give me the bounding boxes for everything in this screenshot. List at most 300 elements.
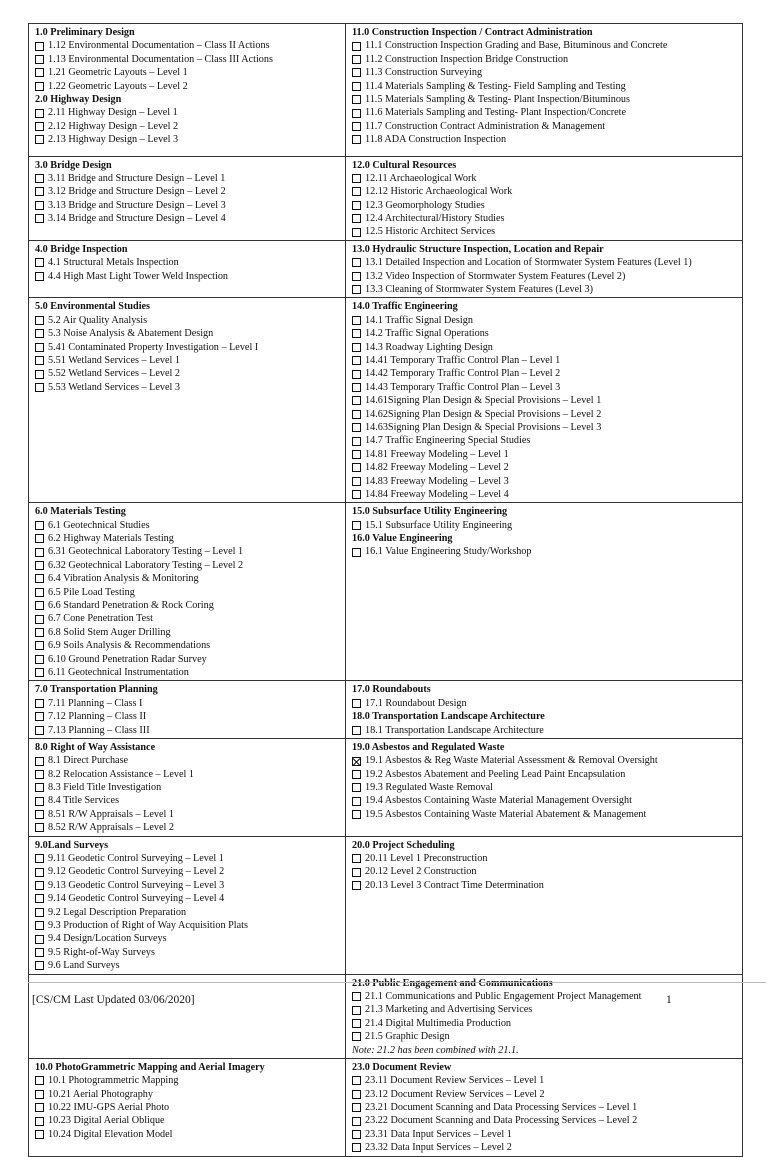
checklist-item[interactable] — [352, 768, 742, 781]
section-14-0 — [352, 300, 742, 501]
checklist-item[interactable] — [352, 1101, 742, 1114]
checklist-item[interactable] — [352, 781, 742, 794]
checkbox[interactable] — [35, 628, 44, 637]
checklist-item[interactable] — [352, 421, 742, 434]
checkbox[interactable] — [352, 1143, 361, 1152]
checkbox[interactable] — [35, 1090, 44, 1099]
checkbox[interactable] — [352, 423, 361, 432]
checklist-item-label: 6.11 Geotechnical Instrumentation — [48, 666, 189, 678]
checklist-item-label: 9.12 Geodetic Control Surveying – Level 2 — [48, 866, 225, 878]
checkbox[interactable] — [35, 82, 44, 91]
checklist-item[interactable] — [352, 1088, 742, 1101]
checkbox[interactable] — [35, 894, 44, 903]
checkbox[interactable] — [35, 810, 44, 819]
checklist-item[interactable] — [352, 341, 742, 354]
section-11-0 — [352, 26, 742, 147]
checklist-item[interactable] — [352, 448, 742, 461]
checkbox[interactable] — [35, 854, 44, 863]
checkbox[interactable] — [35, 908, 44, 917]
checkbox[interactable] — [352, 214, 361, 223]
checklist-item[interactable] — [35, 172, 345, 185]
checklist-item[interactable] — [352, 1141, 742, 1154]
checkbox[interactable] — [35, 135, 44, 144]
checklist-item-label: 10.21 Aerial Photography — [48, 1088, 153, 1100]
checklist-item-label: 14.62Signing Plan Design & Special Provisions – Level 2 — [365, 408, 602, 420]
checklist-item[interactable] — [35, 1101, 345, 1114]
checklist-item[interactable] — [352, 172, 742, 185]
checklist-item[interactable] — [35, 354, 345, 367]
checklist-item-label: 11.2 Construction Inspection Bridge Construction — [365, 53, 569, 65]
checkbox[interactable] — [352, 68, 361, 77]
checkbox[interactable] — [352, 868, 361, 877]
checkbox[interactable] — [35, 534, 44, 543]
checkbox[interactable] — [352, 396, 361, 405]
right_column-cell — [346, 298, 743, 503]
checklist-item-label: 11.3 Construction Surveying — [365, 67, 483, 79]
checklist-item-label: 11.1 Construction Inspection Grading and Base, Bituminous and Concrete — [365, 40, 668, 52]
checklist-item[interactable] — [352, 381, 742, 394]
checklist-item[interactable] — [352, 461, 742, 474]
checkbox[interactable] — [352, 783, 361, 792]
right_column-cell — [346, 738, 743, 836]
checklist-item[interactable] — [35, 341, 345, 354]
checkbox[interactable] — [352, 477, 361, 486]
checkbox[interactable] — [352, 370, 361, 379]
checkbox[interactable] — [35, 712, 44, 721]
checkbox[interactable] — [352, 1076, 361, 1085]
section-title: 15.0 Subsurface Utility Engineering — [352, 506, 508, 518]
checklist-item[interactable] — [35, 626, 345, 639]
checkbox[interactable] — [352, 463, 361, 472]
checklist-item[interactable] — [35, 381, 345, 394]
checklist-item[interactable] — [352, 327, 742, 340]
right_column-cell — [346, 240, 743, 298]
checkbox[interactable] — [352, 881, 361, 890]
checkbox[interactable] — [35, 548, 44, 557]
checkbox[interactable] — [35, 1103, 44, 1112]
checklist-item[interactable] — [352, 80, 742, 93]
checkbox[interactable] — [352, 174, 361, 183]
checklist-item-label: 14.41 Temporary Traffic Control Plan – Level 1 — [365, 354, 561, 366]
table-row — [29, 24, 743, 157]
checkbox[interactable] — [352, 797, 361, 806]
checkbox[interactable] — [352, 329, 361, 338]
checklist-item-label: 6.2 Highway Materials Testing — [48, 533, 174, 545]
table-row — [29, 156, 743, 240]
checkbox[interactable] — [352, 1032, 361, 1041]
checklist-item[interactable] — [35, 852, 345, 865]
checklist-item[interactable] — [352, 283, 742, 296]
table-row — [29, 681, 743, 739]
checklist-item[interactable] — [35, 808, 345, 821]
checklist-item[interactable] — [352, 39, 742, 52]
checklist-item[interactable] — [35, 653, 345, 666]
checklist-item[interactable] — [352, 93, 742, 106]
checklist-item[interactable] — [35, 106, 345, 119]
checkbox[interactable] — [35, 1076, 44, 1085]
checklist-item[interactable] — [352, 270, 742, 283]
left_column-cell — [29, 503, 346, 681]
table-row — [29, 298, 743, 503]
checklist-item[interactable] — [35, 212, 345, 225]
checklist-item[interactable] — [35, 710, 345, 723]
checklist-item-label: 6.6 Standard Penetration & Rock Coring — [48, 600, 214, 612]
checklist-item[interactable] — [352, 754, 742, 767]
section-title: 21.0 Public Engagement and Communications — [352, 977, 553, 989]
checkbox[interactable] — [352, 109, 361, 118]
checklist-item[interactable] — [352, 475, 742, 488]
checklist-item-label: 14.2 Traffic Signal Operations — [365, 328, 489, 340]
checklist-item-label: 16.1 Value Engineering Study/Workshop — [365, 546, 532, 558]
checklist-item[interactable] — [35, 724, 345, 737]
checklist-item[interactable] — [352, 185, 742, 198]
checklist-item[interactable] — [35, 612, 345, 625]
checklist-item[interactable] — [35, 572, 345, 585]
checklist-item-label: 4.1 Structural Metals Inspection — [48, 257, 179, 269]
checkbox[interactable] — [352, 122, 361, 131]
checked-checkbox[interactable] — [352, 757, 361, 766]
checklist-item-label: 6.31 Geotechnical Laboratory Testing – Level 1 — [48, 546, 244, 558]
checklist-item-label: 5.41 Contaminated Property Investigation – Level I — [48, 341, 259, 353]
left_column-cell — [29, 298, 346, 503]
checklist-item[interactable] — [352, 545, 742, 558]
checklist-item[interactable] — [35, 879, 345, 892]
checkbox[interactable] — [35, 868, 44, 877]
checklist-item-label: 15.1 Subsurface Utility Engineering — [365, 519, 513, 531]
checkbox[interactable] — [35, 668, 44, 677]
checkbox[interactable] — [352, 726, 361, 735]
checkbox[interactable] — [35, 948, 44, 957]
checklist-item[interactable] — [35, 53, 345, 66]
checklist-item-label: 1.21 Geometric Layouts – Level 1 — [48, 67, 188, 79]
section-8-0 — [35, 741, 345, 835]
checklist-item[interactable] — [35, 821, 345, 834]
section-7-0 — [35, 683, 345, 737]
checkbox[interactable] — [352, 272, 361, 281]
checklist-item-label: 19.3 Regulated Waste Removal — [365, 782, 494, 794]
section-title: 12.0 Cultural Resources — [352, 159, 457, 171]
checkbox[interactable] — [35, 258, 44, 267]
checklist-item-label: 8.51 R/W Appraisals – Level 1 — [48, 808, 175, 820]
checkbox[interactable] — [35, 201, 44, 210]
checklist-item[interactable] — [35, 80, 345, 93]
checklist-item[interactable] — [35, 314, 345, 327]
checklist-item[interactable] — [35, 932, 345, 945]
checklist-item[interactable] — [35, 599, 345, 612]
checkbox[interactable] — [35, 343, 44, 352]
checkbox[interactable] — [35, 881, 44, 890]
checkbox[interactable] — [352, 490, 361, 499]
checklist-item[interactable] — [35, 367, 345, 380]
checklist-item[interactable] — [35, 1088, 345, 1101]
checkbox[interactable] — [35, 1117, 44, 1126]
checklist-item[interactable] — [352, 408, 742, 421]
checklist-item[interactable] — [352, 519, 742, 532]
checklist-item[interactable] — [35, 39, 345, 52]
checklist-item[interactable] — [352, 879, 742, 892]
checklist-item-label: 9.14 Geodetic Control Surveying – Level 4 — [48, 893, 225, 905]
checkbox[interactable] — [35, 55, 44, 64]
checkbox[interactable] — [35, 757, 44, 766]
checkbox[interactable] — [35, 214, 44, 223]
checkbox[interactable] — [352, 55, 361, 64]
section-4-0 — [35, 243, 345, 283]
checkbox[interactable] — [35, 823, 44, 832]
checkbox[interactable] — [352, 1117, 361, 1126]
section-5-0 — [35, 300, 345, 394]
checklist-item[interactable] — [352, 1017, 742, 1030]
checkbox[interactable] — [35, 42, 44, 51]
checkbox[interactable] — [35, 122, 44, 131]
checkbox[interactable] — [352, 699, 361, 708]
checkbox[interactable] — [352, 228, 361, 237]
checkbox[interactable] — [35, 370, 44, 379]
checkbox[interactable] — [35, 356, 44, 365]
checklist-item-label: 19.1 Asbestos & Reg Waste Material Assessment & Removal Oversight — [365, 755, 658, 767]
checkbox[interactable] — [352, 548, 361, 557]
section-title: 13.0 Hydraulic Structure Inspection, Location and Repair — [352, 243, 604, 255]
checklist-item[interactable] — [352, 434, 742, 447]
checklist-item-label: 14.1 Traffic Signal Design — [365, 314, 473, 326]
checklist-item[interactable] — [35, 639, 345, 652]
table-row — [29, 240, 743, 298]
checklist-item[interactable] — [35, 120, 345, 133]
left_column-cell — [29, 240, 346, 298]
checklist-item[interactable] — [352, 1128, 742, 1141]
checklist-item[interactable] — [352, 808, 742, 821]
checklist-item[interactable] — [35, 532, 345, 545]
right_column-cell — [346, 1058, 743, 1156]
section-title: 23.0 Document Review — [352, 1061, 452, 1073]
checkbox[interactable] — [35, 641, 44, 650]
section-title: 11.0 Construction Inspection / Contract Administration — [352, 27, 593, 38]
checkbox[interactable] — [35, 329, 44, 338]
checkbox[interactable] — [352, 854, 361, 863]
checklist-item[interactable] — [35, 1114, 345, 1127]
checklist-item[interactable] — [35, 906, 345, 919]
checkbox[interactable] — [35, 615, 44, 624]
section-title: 17.0 Roundabouts — [352, 684, 431, 696]
checklist-item-label: 11.6 Materials Sampling and Testing- Plant Inspection/Concrete — [365, 107, 626, 119]
checkbox[interactable] — [35, 699, 44, 708]
checklist-item[interactable] — [352, 1030, 742, 1043]
checklist-item[interactable] — [35, 946, 345, 959]
checklist-item-label: 21.3 Marketing and Advertising Services — [365, 1004, 533, 1016]
section-18-0 — [352, 710, 742, 737]
checklist-item-label: 13.1 Detailed Inspection and Location of Stormwater System Features (Level 1) — [365, 257, 692, 269]
checklist-item-label: 6.10 Ground Penetration Radar Survey — [48, 653, 207, 665]
right_column-cell — [346, 681, 743, 739]
checklist-item[interactable] — [352, 794, 742, 807]
checkbox[interactable] — [352, 1019, 361, 1028]
checkbox[interactable] — [352, 450, 361, 459]
checkbox[interactable] — [352, 437, 361, 446]
checklist-item-label: 8.2 Relocation Assistance – Level 1 — [48, 768, 194, 780]
checkbox[interactable] — [352, 410, 361, 419]
checkbox[interactable] — [35, 521, 44, 530]
checklist-item[interactable] — [352, 1003, 742, 1016]
checkbox[interactable] — [352, 992, 361, 1001]
section-12-0 — [352, 159, 742, 239]
left_column-cell — [29, 836, 346, 974]
checklist-item-label: 9.3 Production of Right of Way Acquisition Plats — [48, 920, 248, 931]
checklist-item-label: 19.5 Asbestos Containing Waste Material Abatement & Management — [365, 808, 647, 820]
checklist-item[interactable] — [352, 990, 742, 1003]
checklist-item[interactable] — [352, 256, 742, 269]
checklist-item-label: 8.1 Direct Purchase — [48, 755, 129, 767]
checkbox[interactable] — [352, 1103, 361, 1112]
checklist-item[interactable] — [352, 66, 742, 79]
checklist-item-label: 14.82 Freeway Modeling – Level 2 — [365, 462, 509, 474]
checklist-item-label: 10.23 Digital Aerial Oblique — [48, 1115, 165, 1127]
checklist-item-label: 12.4 Architectural/History Studies — [365, 213, 505, 225]
checkbox[interactable] — [352, 343, 361, 352]
section-1-0 — [35, 26, 345, 93]
checklist-item[interactable] — [35, 959, 345, 972]
checklist-item[interactable] — [352, 314, 742, 327]
checklist-item[interactable] — [35, 1128, 345, 1141]
checkbox[interactable] — [352, 810, 361, 819]
checkbox[interactable] — [352, 316, 361, 325]
checkbox[interactable] — [352, 135, 361, 144]
checkbox[interactable] — [35, 272, 44, 281]
checklist-item[interactable] — [35, 781, 345, 794]
checklist-item-label: 1.13 Environmental Documentation – Class III Actions — [48, 53, 273, 65]
checklist-item[interactable] — [352, 225, 742, 238]
checkbox[interactable] — [352, 1006, 361, 1015]
checklist-item[interactable] — [35, 586, 345, 599]
checklist-item[interactable] — [352, 1114, 742, 1127]
checkbox[interactable] — [35, 726, 44, 735]
checklist-item[interactable] — [352, 106, 742, 119]
checkbox[interactable] — [35, 588, 44, 597]
section-6-0 — [35, 505, 345, 679]
checklist-item[interactable] — [35, 919, 345, 932]
checklist-item[interactable] — [35, 519, 345, 532]
checklist-item[interactable] — [352, 724, 742, 737]
checkbox[interactable] — [352, 1090, 361, 1099]
checkbox[interactable] — [352, 187, 361, 196]
table-row — [29, 1058, 743, 1156]
left_column-cell — [29, 156, 346, 240]
checklist-item-label: 12.5 Historic Architect Services — [365, 226, 496, 238]
checklist-item[interactable] — [35, 185, 345, 198]
checklist-item[interactable] — [352, 1074, 742, 1087]
checkbox[interactable] — [35, 383, 44, 392]
checklist-item[interactable] — [35, 545, 345, 558]
checklist-item-label: 14.61Signing Plan Design & Special Provisions – Level 1 — [365, 395, 602, 407]
checklist-item[interactable] — [352, 697, 742, 710]
checkbox[interactable] — [35, 574, 44, 583]
checklist-item-label: 3.14 Bridge and Structure Design – Level 4 — [48, 213, 226, 225]
checkbox[interactable] — [352, 42, 361, 51]
checkbox[interactable] — [35, 174, 44, 183]
checklist-item[interactable] — [35, 199, 345, 212]
checkbox[interactable] — [35, 961, 44, 970]
checkbox[interactable] — [35, 187, 44, 196]
section-title: 2.0 Highway Design — [35, 93, 122, 105]
checkbox[interactable] — [35, 655, 44, 664]
checklist-item[interactable] — [352, 133, 742, 146]
checklist-item[interactable] — [352, 120, 742, 133]
checklist-item[interactable] — [35, 754, 345, 767]
checklist-item-label: 17.1 Roundabout Design — [365, 697, 467, 709]
checklist-item-label: 6.7 Cone Penetration Test — [48, 613, 153, 625]
checklist-item[interactable] — [35, 133, 345, 146]
section-title: 4.0 Bridge Inspection — [35, 243, 128, 255]
checklist-item[interactable] — [35, 256, 345, 269]
checkbox[interactable] — [352, 201, 361, 210]
checklist-item-label: 5.51 Wetland Services – Level 1 — [48, 354, 180, 366]
table-row — [29, 836, 743, 974]
checkbox[interactable] — [352, 285, 361, 294]
checklist-item-label: 9.13 Geodetic Control Surveying – Level 3 — [48, 879, 225, 891]
checklist-item[interactable] — [35, 327, 345, 340]
checklist-item[interactable] — [352, 354, 742, 367]
checklist-item[interactable] — [35, 697, 345, 710]
checklist-item-label: 23.32 Data Input Services – Level 2 — [365, 1142, 512, 1154]
checklist-item-label: 8.4 Title Services — [48, 795, 120, 807]
checklist-item[interactable] — [35, 559, 345, 572]
checkbox[interactable] — [35, 316, 44, 325]
checkbox[interactable] — [352, 95, 361, 104]
checklist-item[interactable] — [352, 852, 742, 865]
checkbox[interactable] — [352, 82, 361, 91]
checklist-item[interactable] — [352, 488, 742, 501]
checkbox[interactable] — [35, 561, 44, 570]
checklist-item-label: 7.13 Planning – Class III — [48, 724, 150, 736]
checkbox[interactable] — [35, 921, 44, 930]
section-title: 14.0 Traffic Engineering — [352, 301, 458, 313]
checkbox[interactable] — [352, 258, 361, 267]
checklist-item-label: 11.8 ADA Construction Inspection — [365, 134, 507, 146]
checklist-item-label: 8.3 Field Title Investigation — [48, 782, 162, 794]
table-row — [29, 503, 743, 681]
checkbox[interactable] — [352, 770, 361, 779]
checkbox[interactable] — [352, 356, 361, 365]
checkbox[interactable] — [352, 383, 361, 392]
checklist-item[interactable] — [35, 1074, 345, 1087]
checklist-item[interactable] — [352, 212, 742, 225]
checklist-item[interactable] — [35, 270, 345, 283]
checklist-item[interactable] — [352, 865, 742, 878]
checklist-item[interactable] — [352, 394, 742, 407]
checkbox[interactable] — [35, 770, 44, 779]
checklist-item[interactable] — [35, 865, 345, 878]
checkbox[interactable] — [35, 935, 44, 944]
checkbox[interactable] — [35, 109, 44, 118]
checkbox[interactable] — [35, 601, 44, 610]
checklist-item[interactable] — [35, 666, 345, 679]
checklist-item[interactable] — [352, 53, 742, 66]
checklist-item[interactable] — [35, 892, 345, 905]
checklist-item[interactable] — [352, 199, 742, 212]
checklist-item-label: 12.3 Geomorphology Studies — [365, 199, 485, 211]
checklist-item[interactable] — [352, 367, 742, 380]
section-title: 7.0 Transportation Planning — [35, 684, 158, 696]
checkbox[interactable] — [35, 68, 44, 77]
checkbox[interactable] — [35, 783, 44, 792]
checkbox[interactable] — [352, 521, 361, 530]
checkbox[interactable] — [35, 797, 44, 806]
checkbox[interactable] — [35, 1130, 44, 1139]
checklist-item[interactable] — [35, 794, 345, 807]
checklist-item-label: 23.11 Document Review Services – Level 1 — [365, 1075, 545, 1087]
checklist-item[interactable] — [35, 66, 345, 79]
checklist-item-label: 3.12 Bridge and Structure Design – Level 2 — [48, 186, 226, 198]
checkbox[interactable] — [352, 1130, 361, 1139]
checklist-item[interactable] — [35, 768, 345, 781]
